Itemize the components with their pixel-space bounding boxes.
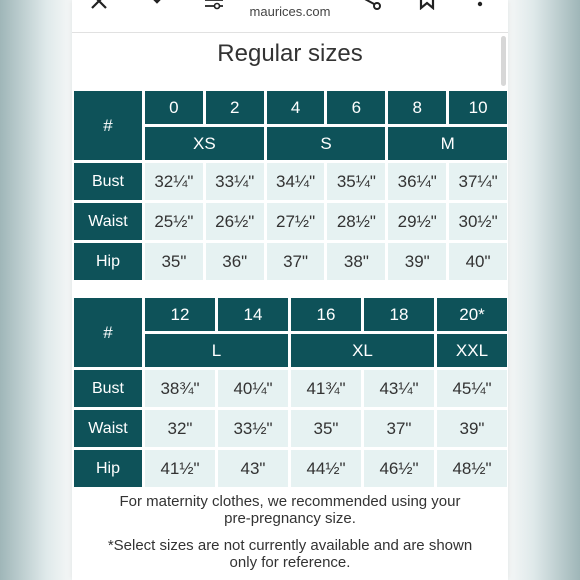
measure-value: 39" [437, 410, 507, 447]
measure-value: 40" [449, 243, 507, 280]
table-row [74, 203, 507, 240]
size-corner-header: # [74, 91, 142, 160]
size-number: 12 [145, 298, 215, 331]
measure-value: 37" [267, 243, 325, 280]
size-chart-regular-0-10 [71, 88, 510, 283]
table-row [74, 370, 507, 407]
measure-label: Waist [74, 410, 142, 447]
table-row [74, 243, 507, 280]
measure-value: 41½" [145, 450, 215, 487]
size-group: XXL [437, 334, 507, 367]
measure-value: 36¼" [388, 163, 446, 200]
measure-value: 37¼" [449, 163, 507, 200]
size-number: 14 [218, 298, 288, 331]
table-row [74, 450, 507, 487]
measure-value: 35" [145, 243, 203, 280]
measure-label: Hip [74, 450, 142, 487]
maternity-note [72, 493, 508, 527]
size-guide-page [72, 0, 508, 580]
measure-value: 32¼" [145, 163, 203, 200]
table-row [74, 410, 507, 447]
measure-value: 33½" [218, 410, 288, 447]
note-line: For maternity clothes, we recommended using your [119, 493, 461, 510]
size-number: 6 [327, 91, 385, 124]
note-line: pre-pregnancy size. [224, 510, 356, 527]
measure-value: 43¼" [364, 370, 434, 407]
measure-value: 48½" [437, 450, 507, 487]
measure-label: Bust [74, 370, 142, 407]
browser-toolbar [72, 0, 508, 33]
measure-value: 46½" [364, 450, 434, 487]
size-number: 2 [206, 91, 264, 124]
measure-value: 38" [327, 243, 385, 280]
measure-value: 39" [388, 243, 446, 280]
note-line: *Select sizes are not currently available and are shown [107, 537, 473, 554]
size-number: 0 [145, 91, 203, 124]
size-group: S [267, 127, 386, 160]
measure-value: 37" [364, 410, 434, 447]
measure-value: 26½" [206, 203, 264, 240]
measure-value: 25½" [145, 203, 203, 240]
measure-value: 34¼" [267, 163, 325, 200]
size-group: XL [291, 334, 434, 367]
measure-label: Bust [74, 163, 142, 200]
measure-value: 40¼" [218, 370, 288, 407]
size-corner-header: # [74, 298, 142, 367]
measure-value: 35¼" [327, 163, 385, 200]
size-number: 16 [291, 298, 361, 331]
size-group: M [388, 127, 507, 160]
measure-value: 27½" [267, 203, 325, 240]
measure-value: 28½" [327, 203, 385, 240]
measure-label: Waist [74, 203, 142, 240]
page-title: Regular sizes [217, 40, 363, 67]
more-vertical-icon[interactable] [476, 0, 484, 10]
measure-value: 38¾" [145, 370, 215, 407]
measure-value: 36" [206, 243, 264, 280]
measure-value: 41¾" [291, 370, 361, 407]
size-chart-regular-12-20 [71, 295, 510, 490]
measure-value: 43" [218, 450, 288, 487]
measure-value: 45¼" [437, 370, 507, 407]
bookmark-icon[interactable] [418, 0, 436, 10]
size-number: 4 [267, 91, 325, 124]
measure-value: 30½" [449, 203, 507, 240]
size-number: 20* [437, 298, 507, 331]
measure-value: 32" [145, 410, 215, 447]
size-group: XS [145, 127, 264, 160]
measure-value: 35" [291, 410, 361, 447]
size-number: 10 [449, 91, 507, 124]
note-line: only for reference. [229, 554, 351, 571]
size-number: 18 [364, 298, 434, 331]
table-row [74, 163, 507, 200]
browser-domain[interactable]: maurices.com [249, 4, 331, 19]
size-number: 8 [388, 91, 446, 124]
size-group: L [145, 334, 288, 367]
share-icon[interactable] [360, 0, 382, 12]
measure-value: 29½" [388, 203, 446, 240]
measure-value: 33¼" [206, 163, 264, 200]
availability-note [72, 537, 508, 571]
measure-value: 44½" [291, 450, 361, 487]
measure-label: Hip [74, 243, 142, 280]
